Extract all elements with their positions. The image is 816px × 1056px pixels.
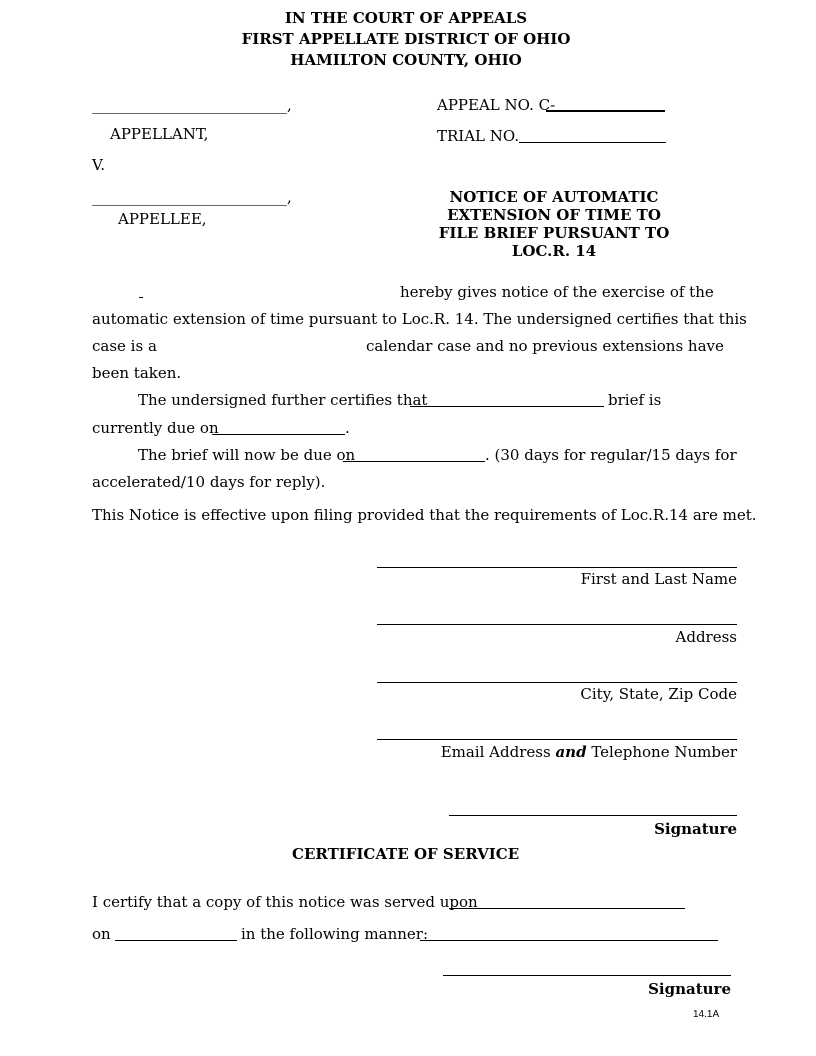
city-state-zip-label: City, State, Zip Code [580,685,737,703]
notice-title-line1: NOTICE OF AUTOMATIC [449,188,659,206]
court-name: IN THE COURT OF APPEALS [284,9,528,27]
form-code: 14.1A [693,1009,720,1020]
served-date-field[interactable] [115,940,237,941]
brief-party-field[interactable] [410,406,604,407]
party-name-mark [139,297,143,298]
versus-label: V. [92,156,105,174]
notice-text-line3b: calendar case and no previous extensions have [366,337,724,355]
email-label: Email Address [440,743,551,761]
days-note-text-cont: accelerated/10 days for reply). [92,473,326,491]
appellee-label: APPELLEE, [118,210,207,228]
signature-line[interactable] [449,815,737,816]
effective-text: This Notice is effective upon filing provided that the requirements of Loc.R.14 are met. [92,506,757,524]
appeal-no-field[interactable] [546,110,665,112]
brief-is-text: brief is [608,391,662,409]
notice-title-line2: EXTENSION OF TIME TO [447,206,661,224]
district-name: FIRST APPELLATE DISTRICT OF OHIO [241,30,571,48]
party-name-field[interactable] [92,283,392,301]
name-line[interactable] [377,567,737,568]
trial-no-label: TRIAL NO. [437,127,520,145]
notice-text-line2: automatic extension of time pursuant to Loc.R. 14. The undersigned certifies that this [92,310,747,328]
manner-field[interactable] [420,940,718,941]
notice-title-line4: LOC.R. 14 [511,242,597,260]
appeal-no-label: APPEAL NO. C- [437,96,556,114]
currently-due-period: . [345,419,350,437]
notice-text-line3a: case is a [92,337,157,355]
and-label: and [555,743,587,761]
certificate-title: CERTIFICATE OF SERVICE [292,845,520,863]
served-upon-field[interactable] [449,908,685,909]
signature-label: Signature [654,820,737,838]
certificate-signature-label: Signature [648,980,731,998]
certifies-text: The undersigned further certifies that [138,391,428,409]
calendar-type-field[interactable] [155,337,360,355]
days-note-text: . (30 days for regular/15 days for [485,446,737,464]
new-due-date-field[interactable] [343,461,485,462]
address-label: Address [675,628,737,646]
county-name: HAMILTON COUNTY, OHIO [290,51,522,69]
notice-text-line4: been taken. [92,364,182,382]
city-state-zip-line[interactable] [377,682,737,683]
appellee-name-blank[interactable]: __________________________, [92,188,292,206]
notice-text-line1: hereby gives notice of the exercise of the [400,283,714,301]
current-due-date-field[interactable] [212,434,345,435]
contact-label [441,743,737,761]
address-line[interactable] [377,624,737,625]
new-due-text: The brief will now be due on [138,446,356,464]
telephone-label: Telephone Number [591,743,737,761]
name-label: First and Last Name [580,570,737,588]
served-on-text: on [92,925,111,943]
certificate-signature-line[interactable] [443,975,731,976]
trial-no-field[interactable] [519,142,666,143]
appellant-name-blank[interactable]: __________________________, [92,96,292,114]
notice-title-line3: FILE BRIEF PURSUANT TO [438,224,670,242]
served-upon-text: I certify that a copy of this notice was served upon [92,893,478,911]
currently-due-text: currently due on [92,419,219,437]
appellant-label: APPELLANT, [110,125,209,143]
contact-line[interactable] [377,739,737,740]
manner-text: in the following manner: [241,925,429,943]
